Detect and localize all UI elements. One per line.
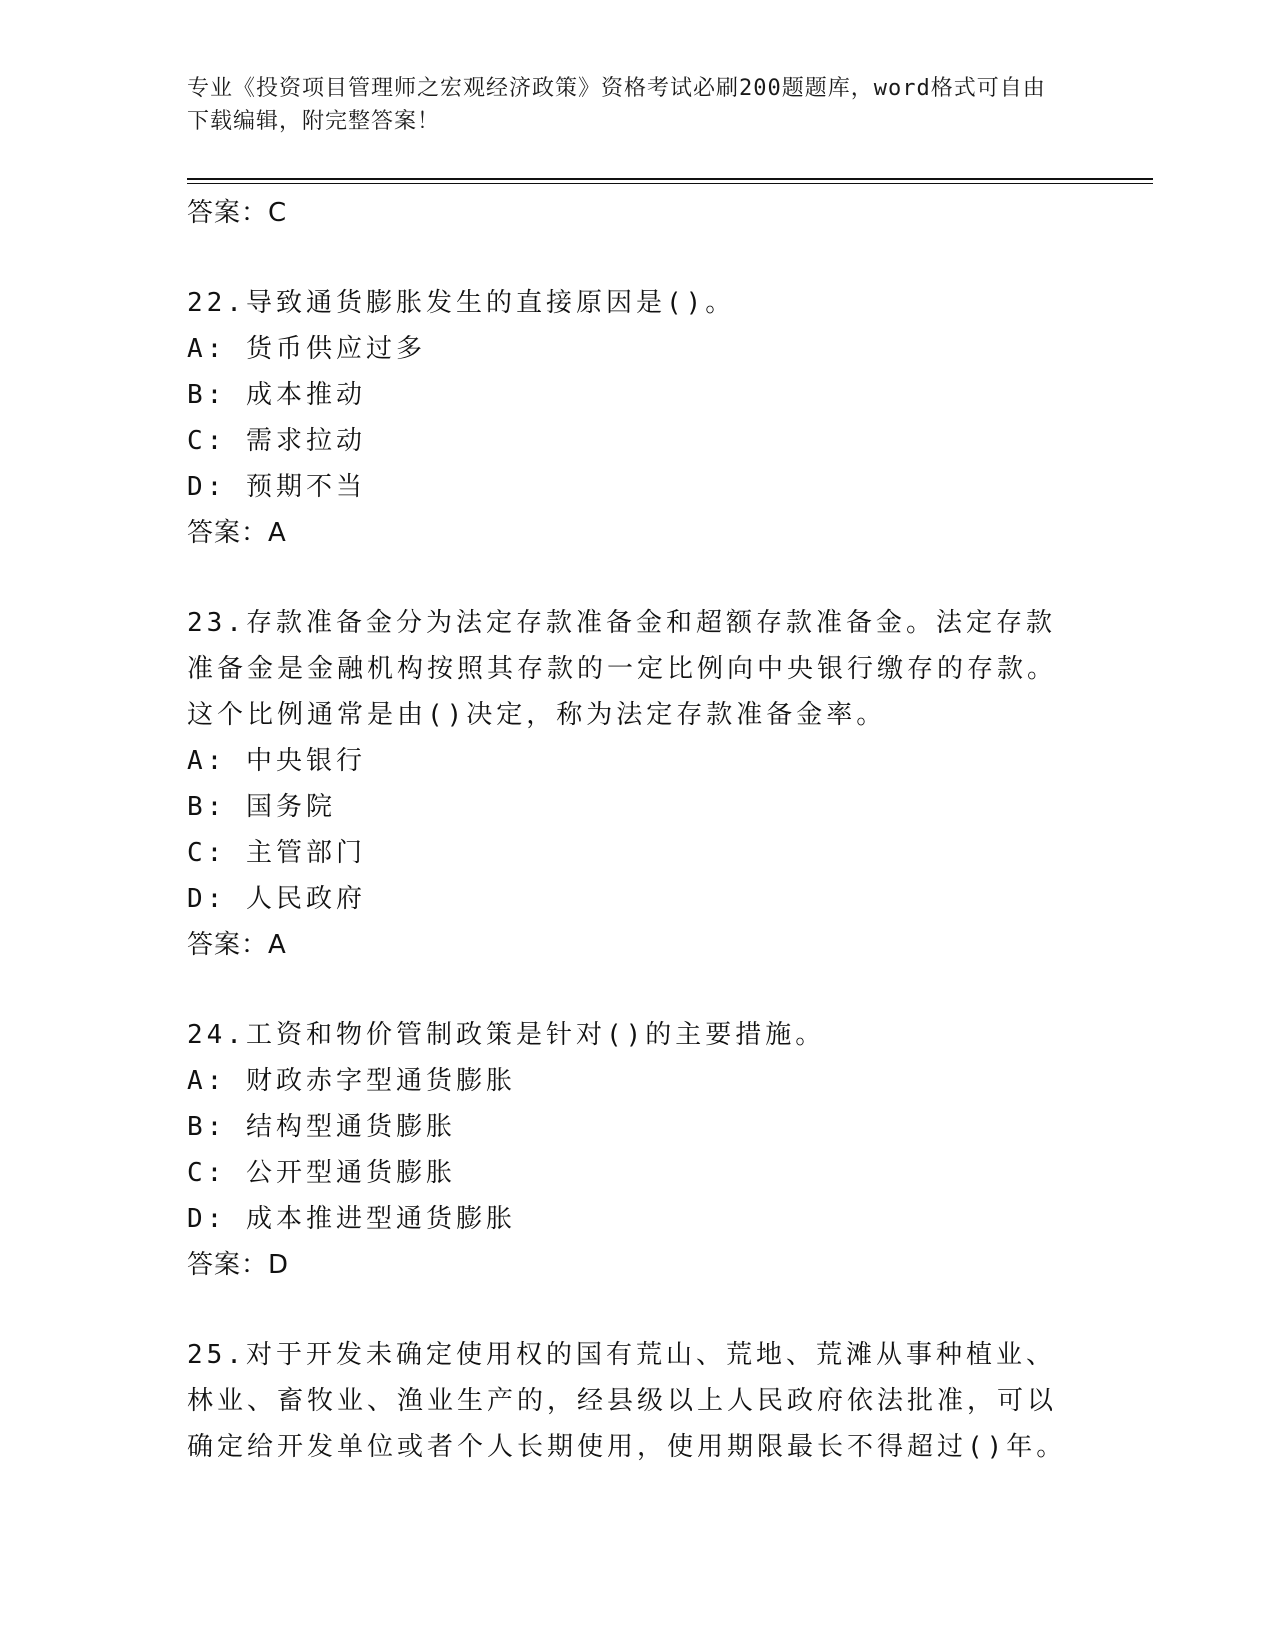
option-c: C: 主管部门 <box>187 838 366 868</box>
option-c: C: 需求拉动 <box>187 426 366 456</box>
question-stem: 25.对于开发未确定使用权的国有荒山、荒地、荒滩从事种植业、林业、畜牧业、渔业生产的，经县级以上人民政府依法批准，可以确定给开发单位或者个人长期使用，使用期限最长不得超过()年。 <box>187 1340 1067 1462</box>
option-b: B: 结构型通货膨胀 <box>187 1112 456 1142</box>
answer-line: 答案：C <box>187 198 288 228</box>
question-stem: 22.导致通货膨胀发生的直接原因是()。 <box>187 288 736 318</box>
question-block <box>187 600 1067 968</box>
option-d: D: 预期不当 <box>187 472 366 502</box>
page-header: 专业《投资项目管理师之宏观经济政策》资格考试必刷200题题库，word格式可自由下载编辑，附完整答案！ <box>187 76 1046 134</box>
option-b: B: 国务院 <box>187 792 336 822</box>
option-d: D: 人民政府 <box>187 884 366 914</box>
spacer <box>187 236 1067 280</box>
spacer <box>187 556 1067 600</box>
answer-line: 答案：A <box>187 518 287 548</box>
option-c: C: 公开型通货膨胀 <box>187 1158 456 1188</box>
answer-line: 答案：D <box>187 1250 290 1280</box>
option-a: A: 货币供应过多 <box>187 334 426 364</box>
spacer <box>187 968 1067 1012</box>
question-content <box>187 190 1067 1470</box>
option-b: B: 成本推动 <box>187 380 366 410</box>
question-block <box>187 280 1067 556</box>
question-block <box>187 1012 1067 1288</box>
question-block <box>187 1332 1067 1470</box>
answer-line: 答案：A <box>187 930 287 960</box>
spacer <box>187 1288 1067 1332</box>
header-rule-thick <box>187 178 1153 180</box>
question-stem: 23.存款准备金分为法定存款准备金和超额存款准备金。法定存款准备金是金融机构按照其存款的一定比例向中央银行缴存的存款。这个比例通常是由()决定，称为法定存款准备金率。 <box>187 608 1058 730</box>
header-rule-thin <box>187 183 1153 184</box>
option-a: A: 财政赤字型通货膨胀 <box>187 1066 516 1096</box>
option-d: D: 成本推进型通货膨胀 <box>187 1204 516 1234</box>
question-stem: 24.工资和物价管制政策是针对()的主要措施。 <box>187 1020 826 1050</box>
option-a: A: 中央银行 <box>187 746 366 776</box>
